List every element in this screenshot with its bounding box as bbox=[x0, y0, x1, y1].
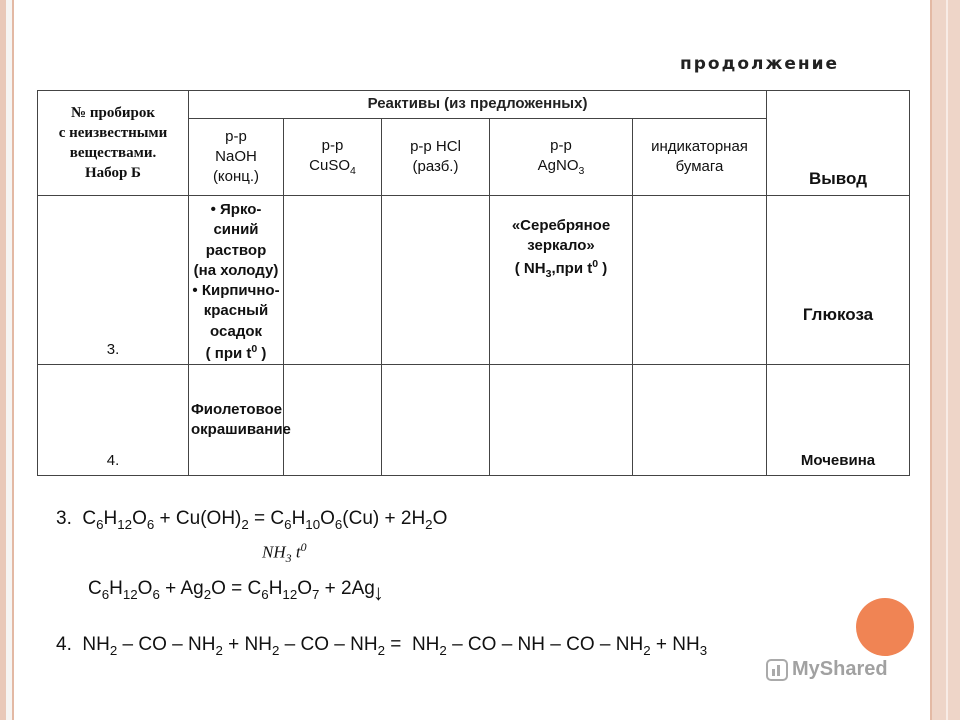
header-agno3: р-р AgNO$_3$ bbox=[490, 119, 633, 196]
down-arrow-icon: ↓ bbox=[372, 580, 384, 605]
reagents-table bbox=[37, 90, 910, 476]
watermark-text: MyShared bbox=[792, 658, 888, 680]
row4-hcl-cell bbox=[382, 365, 490, 476]
header-cuso4: р-р CuSO$_4$ bbox=[284, 119, 382, 196]
watermark bbox=[766, 658, 888, 681]
row4-naoh-observation: Фиолетовое окрашивание bbox=[189, 365, 284, 476]
row4-paper-cell bbox=[633, 365, 767, 476]
header-hcl: р-р HCl (разб.) bbox=[382, 119, 490, 196]
row3-result: Глюкоза bbox=[767, 196, 910, 365]
header-reagents-group: Реактивы (из предложенных) bbox=[189, 91, 767, 119]
row3-paper-cell bbox=[633, 196, 767, 365]
equation-3-silver-mirror: $C_6H_{12}O_6 + Ag_2O = C_6H_{12}O_7$ + 2Ag↓ bbox=[88, 578, 384, 605]
row4-agno3-cell bbox=[490, 365, 633, 476]
equation-4-urea: 4. $NH_2$ – CO – $NH_2 + NH_2$ – CO – $NH_2 = NH_2$ – CO – NH – CO – $NH_2 + NH_3$ bbox=[56, 634, 708, 658]
equation-3-glucose-cuoh2: 3. $C_6H_{12}O_6 + Cu(OH)_2 = C_6H_{10}O_6(Cu) + 2H_2O$ bbox=[56, 508, 448, 532]
right-frame-line bbox=[946, 0, 948, 720]
row3-tube-number: 3. bbox=[38, 196, 189, 365]
myshared-logo-icon bbox=[766, 659, 788, 681]
header-naoh: р-р NaOH (конц.) bbox=[189, 119, 284, 196]
equation-condition: $NH_3$ $t^0$ bbox=[262, 540, 307, 566]
decorative-orange-circle bbox=[856, 598, 914, 656]
row3-agno3-observation: «Серебряное зеркало» ( $NH_3,при$ $t^0$ ) bbox=[490, 196, 633, 365]
left-frame-border bbox=[0, 0, 6, 720]
row4-result: Мочевина bbox=[767, 365, 910, 476]
header-indicator-paper: индикаторная бумага bbox=[633, 119, 767, 196]
row4-cuso4-cell bbox=[284, 365, 382, 476]
row3-hcl-cell bbox=[382, 196, 490, 365]
row4-tube-number: 4. bbox=[38, 365, 189, 476]
header-tube-number: № пробирок с неизвестными веществами. Набор Б bbox=[38, 91, 189, 196]
row3-naoh-observation: • Ярко-синий раствор (на холоду) • Кирпично- красный осадок ( при $t^0$ ) bbox=[189, 196, 284, 365]
slide-subtitle: продолжение bbox=[680, 54, 840, 74]
row3-cuso4-cell bbox=[284, 196, 382, 365]
header-conclusion: Вывод bbox=[767, 91, 910, 196]
